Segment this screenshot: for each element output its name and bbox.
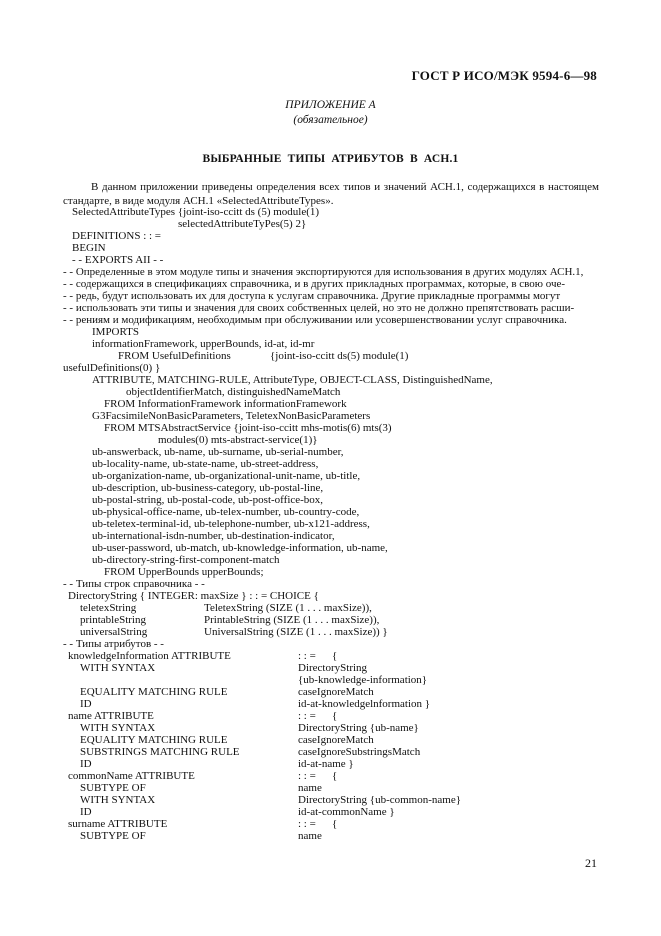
code-token: ub-directory-string-first-component-match (92, 554, 280, 566)
code-token: DirectoryString (298, 662, 368, 674)
code-token: BEGIN (72, 242, 106, 254)
code-token: PrintableString (SIZE (1 . . . maxSize)), (204, 614, 380, 626)
code-token: ub-user-password, ub-match, ub-knowledge-information, ub-name, (92, 542, 388, 554)
code-token: EQUALITY MATCHING RULE (80, 734, 228, 746)
code-token: ub-teletex-terminal-id, ub-telephone-number, ub-x121-address, (92, 518, 370, 530)
code-token: name (298, 782, 322, 794)
code-token: id-at-commonName } (298, 806, 395, 818)
code-token: : : = (298, 770, 316, 782)
code-token: caseIgnoreMatch (298, 734, 374, 746)
code-token: ub-locality-name, ub-state-name, ub-street-address, (92, 458, 319, 470)
code-token: teletexString (80, 602, 137, 614)
page-number: 21 (585, 856, 597, 870)
code-token: caseIgnoreMatch (298, 686, 374, 698)
code-token: ub-international-isdn-number, ub-destination-indicator, (92, 530, 335, 542)
code-token: SUBTYPE OF (80, 782, 146, 794)
code-token: { (332, 650, 338, 662)
code-token: - - содержащихся в спецификациях справочника, и в других прикладных программах, которые, в свою оче- (63, 278, 566, 290)
code-token: ATTRIBUTE, MATCHING-RULE, AttributeType, OBJECT-CLASS, DistinguishedName, (92, 374, 493, 386)
appendix-status: (обязательное) (293, 114, 368, 126)
code-token: G3FacsimileNonBasicParameters, TeletexNonBasicParameters (92, 410, 371, 422)
code-token: - - редь, будут использовать их для доступа к услугам справочника. Другие прикладные программы могут (63, 290, 561, 302)
code-token: ID (80, 758, 92, 770)
code-token: WITH SYNTAX (80, 662, 156, 674)
code-token: FROM UsefulDefinitions (118, 350, 231, 362)
code-token: DirectoryString {ub-common-name} (298, 794, 461, 806)
code-token: SelectedAttributeTypes {joint-iso-ccitt ds (5) module(1) (72, 206, 320, 218)
appendix-heading (0, 98, 661, 128)
section-title: ВЫБРАННЫЕ ТИПЫ АТРИБУТОВ В АСН.1 (202, 153, 459, 165)
code-token: name (298, 830, 322, 842)
code-token: - - EXPORTS AII - - (72, 254, 164, 266)
code-token: printableString (80, 614, 146, 626)
code-token: informationFramework, upperBounds, id-at, id-mr (92, 338, 315, 350)
code-token: {joint-iso-ccitt ds(5) module(1) (270, 350, 409, 362)
code-token: : : = (298, 818, 316, 830)
code-token: ub-description, ub-business-category, ub-postal-line, (92, 482, 324, 494)
code-token: - - Типы строк справочника - - (63, 578, 205, 590)
code-token: : : = (298, 710, 316, 722)
code-token: { (332, 770, 338, 782)
code-token: IMPORTS (92, 326, 140, 338)
code-token: FROM InformationFramework informationFramework (104, 398, 347, 410)
code-token: { (332, 818, 338, 830)
document-header-code: ГОСТ Р ИСО/МЭК 9594-6—98 (411, 68, 597, 83)
code-token: { (332, 710, 338, 722)
code-token: universalString (80, 626, 148, 638)
code-token: surname ATTRIBUTE (68, 818, 168, 830)
intro-paragraph (63, 180, 599, 208)
code-token: ub-answerback, ub-name, ub-surname, ub-serial-number, (92, 446, 344, 458)
appendix-title: ПРИЛОЖЕНИЕ А (285, 99, 376, 111)
code-token: modules(0) mts-abstract-service(1)} (158, 434, 318, 446)
code-token: : : = (298, 650, 316, 662)
code-token: EQUALITY MATCHING RULE (80, 686, 228, 698)
code-token: caseIgnoreSubstringsMatch (298, 746, 421, 758)
code-token: knowledgeInformation ATTRIBUTE (68, 650, 231, 662)
code-token: ub-physical-office-name, ub-telex-number, ub-country-code, (92, 506, 360, 518)
code-token: name ATTRIBUTE (68, 710, 154, 722)
code-token: ub-postal-string, ub-postal-code, ub-post-office-box, (92, 494, 324, 506)
code-token: FROM MTSAbstractService {joint-iso-ccitt mhs-motis(6) mts(3) (104, 422, 392, 434)
code-token: WITH SYNTAX (80, 794, 156, 806)
code-token: ID (80, 806, 92, 818)
code-token: SUBTYPE OF (80, 830, 146, 842)
code-token: - - рениям и модификациям, необходимым при обслуживании или усовершенствовании услуг справочника. (63, 314, 567, 326)
code-token: WITH SYNTAX (80, 722, 156, 734)
code-token: SUBSTRINGS MATCHING RULE (80, 746, 240, 758)
code-token: UniversalString (SIZE (1 . . . maxSize)) } (204, 626, 388, 638)
intro-text: В данном приложении приведены определения всех типов и значений АСН.1, содержащихся в настоящем стандарте, в виде модуля АСН.1 «SelectedAttributeTypes». (63, 181, 599, 207)
code-token: id-at-knowledgelnformation } (298, 698, 431, 710)
code-token: - - Определенные в этом модуле типы и значения экспортируются для использования в других модулях АСН.1, (63, 266, 584, 278)
code-token: objectIdentifierMatch, distinguishedNameMatch (126, 386, 341, 398)
code-token: DirectoryString {ub-name} (298, 722, 419, 734)
code-token: - - использовать эти типы и значения для своих собственных целей, но это не должно препятствовать расши- (63, 302, 575, 314)
code-token: id-at-name } (298, 758, 354, 770)
code-token: ub-organization-name, ub-organizational-unit-name, ub-title, (92, 470, 361, 482)
code-token: commonName ATTRIBUTE (68, 770, 195, 782)
code-token: DEFINITIONS : : = (72, 230, 162, 242)
code-token: usefulDefinitions(0) } (63, 362, 161, 374)
code-token: - - Типы атрибутов - - (63, 638, 164, 650)
code-token: TeletexString (SIZE (1 . . . maxSize)), (204, 602, 372, 614)
code-token: selectedAttributeTyPes(5) 2} (178, 218, 307, 230)
code-token: FROM UpperBounds upperBounds; (104, 566, 264, 578)
code-token: {ub-knowledge-information} (298, 674, 428, 686)
code-token: ID (80, 698, 92, 710)
code-token: DirectoryString { INTEGER: maxSize } : : = CHOICE { (68, 590, 319, 602)
